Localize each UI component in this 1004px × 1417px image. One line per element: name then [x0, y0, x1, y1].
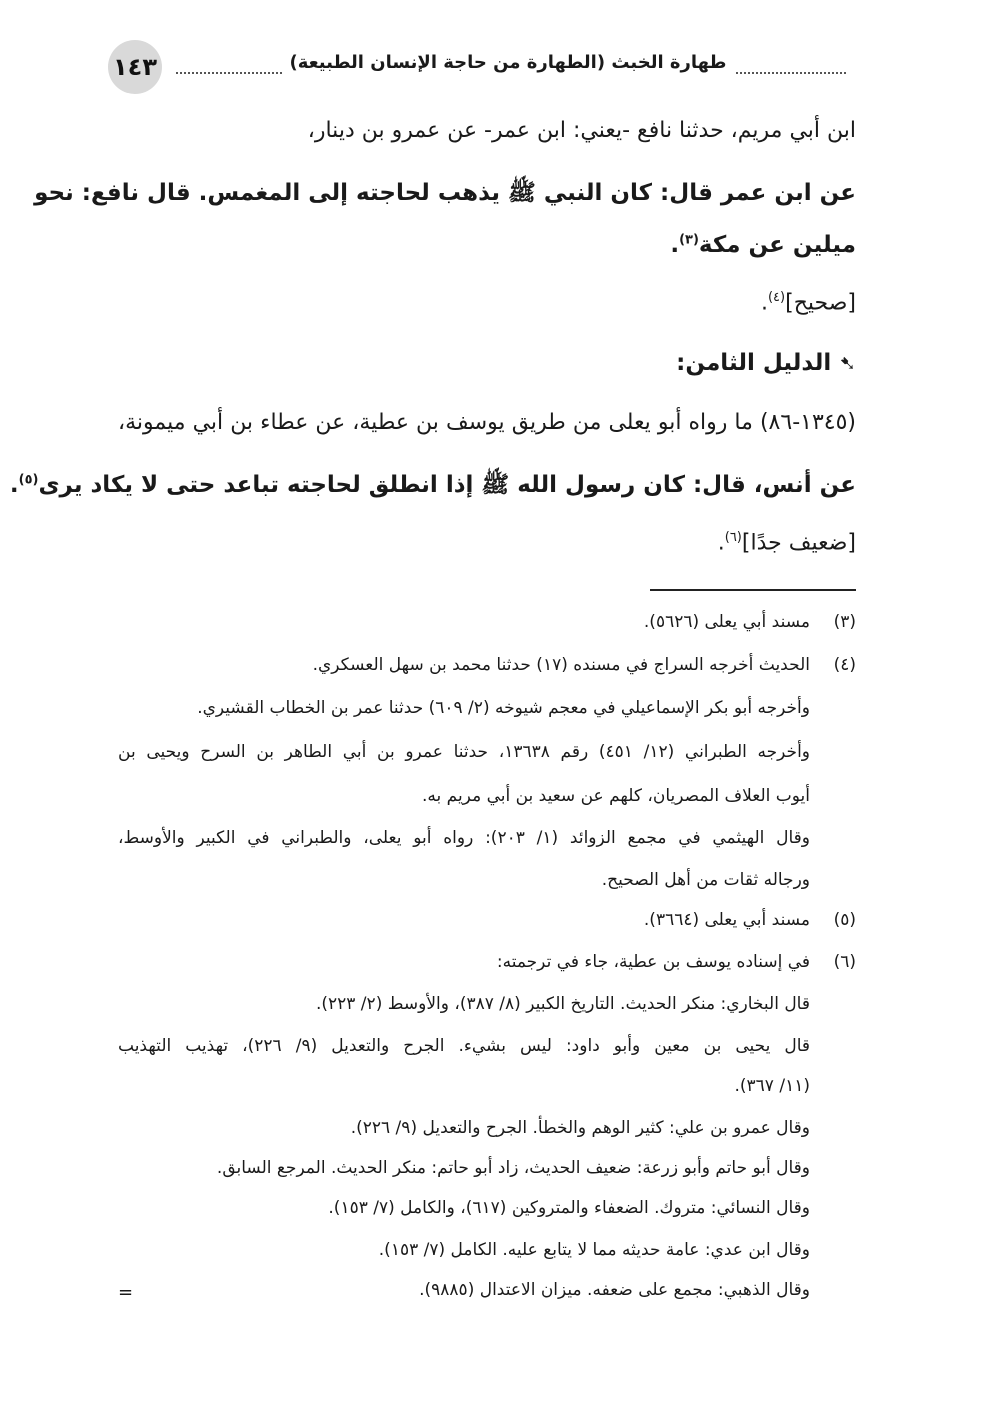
- grade-1-text: [صحيح]: [785, 290, 856, 316]
- footnote-4-line-3: وأخرجه الطبراني (١٢/ ٤٥١) رقم ١٣٦٣٨، حدثنا عمرو بن أبي الطاهر بن السرح ويحيى بن: [118, 742, 810, 762]
- hadith-grade-1: [761, 290, 856, 315]
- footnote-ref-3[interactable]: (٣): [679, 232, 699, 248]
- body-line-5-text: عن أنس، قال: كان رسول الله ﷺ إذا انطلق لحاجته تباعد حتى لا يكاد يرى: [38, 472, 856, 498]
- footnote-4-line-4: أيوب العلاف المصريان، كلهم عن سعيد بن أبي مريم به.: [421, 786, 810, 806]
- footnote-4-line-1: الحديث أخرجه السراج في مسنده (١٧) حدثنا محمد بن سهل العسكري.: [312, 655, 810, 675]
- footnote-4-line-2: وأخرجه أبو بكر الإسماعيلي في معجم شيوخه (٢/ ٦٠٩) حدثنا عمر بن الخطاب القشيري.: [197, 698, 810, 718]
- footnote-4-line-5: وقال الهيثمي في مجمع الزوائد (١/ ٢٠٣): رواه أبو يعلى، والطبراني في الكبير والأوسط،: [118, 828, 811, 848]
- arrow-icon: ➷: [839, 351, 856, 375]
- footnote-ref-4[interactable]: (٤): [767, 290, 786, 305]
- footnote-3: مسند أبي يعلى (٥٦٢٦).: [643, 612, 810, 632]
- header-dots-right: [736, 60, 846, 74]
- footnote-6-line-4: (١١/ ٣٦٧).: [734, 1076, 810, 1096]
- footnote-6-line-5: وقال عمرو بن علي: كثير الوهم والخطأ. الجرح والتعديل (٩/ ٢٢٦).: [350, 1118, 810, 1138]
- footnote-6-line-1: في إسناده يوسف بن عطية، جاء في ترجمته:: [496, 952, 810, 972]
- footnote-5: مسند أبي يعلى (٣٦٦٤).: [643, 910, 810, 930]
- footnote-6-line-7: وقال النسائي: متروك. الضعفاء والمتروكين (٦١٧)، والكامل (٧/ ١٥٣).: [328, 1198, 810, 1218]
- continuation-mark: =: [118, 1282, 134, 1303]
- footnote-6-line-3: قال يحيى بن معين وأبو داود: ليس بشيء. الجرح والتعديل (٩/ ٢٢٦)، تهذيب التهذيب: [118, 1036, 811, 1056]
- section-heading: [676, 350, 856, 376]
- grade-2-text: [ضعيف جدًا]: [741, 530, 856, 556]
- body-line-1: ابن أبي مريم، حدثنا نافع -يعني: ابن عمر- عن عمرو بن دينار،: [307, 118, 856, 143]
- footnote-6-line-6: وقال أبو حاتم وأبو زرعة: ضعيف الحديث، زاد أبو حاتم: منكر الحديث. المرجع السابق.: [216, 1158, 810, 1178]
- footnote-6-line-9: وقال الذهبي: مجمع على ضعفه. ميزان الاعتدال (٩٨٨٥).: [419, 1280, 810, 1300]
- chapter-title: طهارة الخبث (الطهارة من حاجة الإنسان الطبيعة): [289, 52, 727, 73]
- grade-2-end: .: [717, 530, 725, 556]
- footnote-separator: [650, 589, 856, 591]
- hadith-grade-2: [718, 530, 856, 555]
- footnote-ref-5[interactable]: (٥): [18, 472, 39, 488]
- grade-1-end: .: [760, 290, 768, 316]
- footnote-number-4: (٤): [833, 655, 856, 675]
- body-line-3-text: ميلين عن مكة: [698, 232, 856, 258]
- footnote-6-line-2: قال البخاري: منكر الحديث. التاريخ الكبير (٨/ ٣٨٧)، والأوسط (٢/ ٢٢٣).: [315, 994, 810, 1014]
- body-line-5: [10, 470, 856, 504]
- body-line-3-end: .: [670, 232, 680, 258]
- header-dots-left: [176, 60, 282, 74]
- footnote-4-line-6: ورجاله ثقات من أهل الصحيح.: [601, 870, 810, 890]
- footnote-number-3: (٣): [833, 612, 856, 632]
- body-line-5-end: .: [9, 472, 19, 498]
- page-number: ١٤٣: [108, 40, 162, 94]
- body-line-3: [670, 232, 856, 258]
- body-line-2: عن ابن عمر قال: كان النبي ﷺ يذهب لحاجته إلى المغمس. قال نافع: نحو: [34, 180, 856, 206]
- body-line-4: (١٣٤٥-٨٦) ما رواه أبو يعلى من طريق يوسف بن عطية، عن عطاء بن أبي ميمونة،: [118, 410, 856, 435]
- footnote-number-6: (٦): [833, 952, 856, 972]
- page-header: [108, 40, 856, 96]
- footnote-ref-6[interactable]: (٦): [724, 530, 742, 545]
- footnote-number-5: (٥): [833, 910, 856, 930]
- section-heading-text: الدليل الثامن:: [676, 350, 832, 376]
- footnote-6-line-8: وقال ابن عدي: عامة حديثه مما لا يتابع عليه. الكامل (٧/ ١٥٣).: [378, 1240, 810, 1260]
